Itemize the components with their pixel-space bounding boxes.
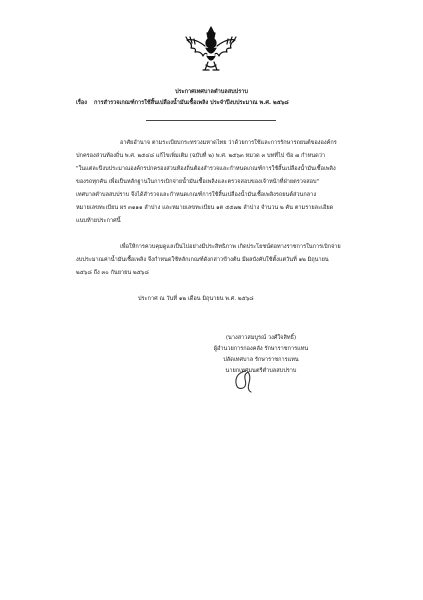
announcement-date: ประกาศ ณ วันที่ ๑๒ เดือน มิถุนายน พ.ศ. ๒๕๖๘ [138, 296, 254, 302]
issuing-organization: ประกาศเทศบาลตำบลสบปราบ [175, 89, 248, 95]
body-paragraph-2-line-3: ๒๕๖๘ ถึง ๓๐ กันยายน ๒๕๖๘ [76, 270, 149, 276]
body-paragraph-1-line-3: "ในแต่ละปีงบประมาณองค์กรปกครองส่วนท้องถิ่นต้องสำรวจและกำหนดเกณฑ์การใช้สิ้นเปลืองน้ำมันเชื้อเพลิง [76, 166, 336, 172]
garuda-emblem-icon [183, 24, 239, 76]
subject-text: การสำรวจเกณฑ์การใช้สิ้นเปลืองน้ำมันเชื้อเพลิง ประจำปีงบประมาณ พ.ศ. ๒๕๖๘ [94, 100, 289, 106]
body-paragraph-1-line-2: ปกครองส่วนท้องถิ่น พ.ศ. ๒๕๔๘ แก้ไขเพิ่มเติม (ฉบับที่ ๒) พ.ศ. ๒๕๖๓ หมวด ๓ บทที่ไป ข้อ ๗ กำหนดว่า [76, 153, 326, 159]
signatory-name: (นางสาวสมบูรณ์ วงศ์ใจสิทธิ์) [225, 335, 297, 341]
body-paragraph-1-line-4: ของรถทุกคัน เพื่อเป็นหลักฐานในการเบิกจ่ายน้ำมันเชื้อเพลิงและตรวจสอบของเจ้าหน้าที่ฝ่ายตรวจสอบ" [76, 179, 320, 185]
body-paragraph-1-line-6: หมายเลขทะเบียน ผร ๓๑๑๑ ลำปาง และหมายเลขทะเบียน ๑ต ๕๕๗๒ ลำปาง จำนวน ๒ คัน ตามรายละเอียด [76, 205, 334, 211]
subject-label: เรื่อง [76, 100, 88, 106]
body-paragraph-2-line-1: เพื่อให้การควบคุมดูแลเป็นไปอย่างมีประสิทธิภาพ เกิดประโยชน์ต่อทางราชการในการเบิกจ่าย [120, 244, 341, 250]
signatory-title-3: นายกเทศมนตรีตำบลสบปราบ [225, 368, 297, 374]
body-paragraph-1-line-5: เทศบาลตำบลสบปราบ จึงได้สำรวจและกำหนดเกณฑ์การใช้สิ้นเปลืองน้ำมันเชื้อเพลิงรถยนต์ส่วนกลาง [76, 192, 317, 198]
title-divider [146, 120, 276, 121]
body-paragraph-1-line-1: อาศัยอำนาจ ตามระเบียบกระทรวงมหาดไทย ว่าด้วยการใช้และการรักษารถยนต์ขององค์กร [120, 140, 337, 146]
signatory-title-2: ปลัดเทศบาล รักษาราชการแทน [223, 357, 299, 363]
body-paragraph-2-line-2: งบประมาณค่าน้ำมันเชื้อเพลิง จึงกำหนดใช้หลักเกณฑ์ดังกล่าวข้างต้น มีผลบังคับใช้ตั้งแต่วันที่ ๑๒ มิถุนายน [76, 257, 329, 263]
signatory-title-1: ผู้อำนวยการกองคลัง รักษาราชการแทน [213, 346, 309, 352]
body-paragraph-1-line-7: แนบท้ายประกาศนี้ [76, 218, 121, 224]
